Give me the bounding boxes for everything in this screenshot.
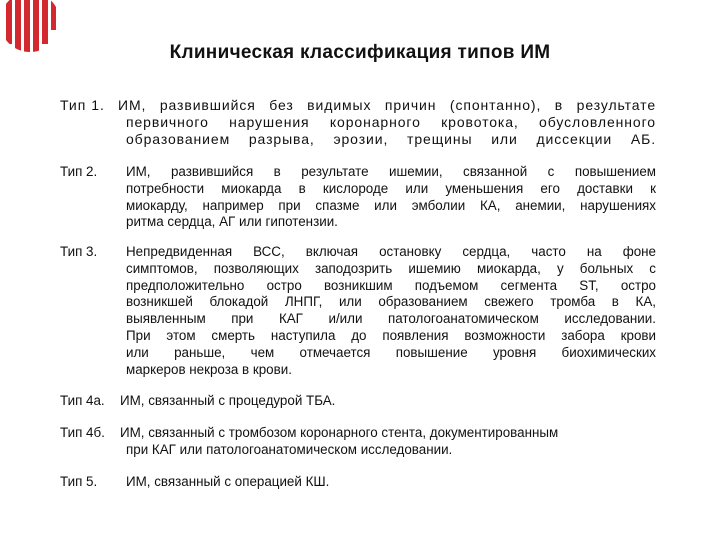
type-3-line: возникшей блокадой ЛНПГ, или образованием свежего тромба в КА, <box>126 294 656 310</box>
type-3-line: предположительно остро возникшим подъемом сегмента ST, остро <box>126 277 656 293</box>
type-1-item <box>60 97 656 147</box>
type-2-label: Тип 2. <box>60 164 98 179</box>
type-3-line: выявленным при КАГ и/или патологоанатомическом исследовании. <box>126 311 656 327</box>
type-3-line: или раньше, чем отмечается повышение уровня биохимических <box>126 344 656 360</box>
type-4b-item <box>60 425 656 459</box>
type-1-line: первичного нарушения коронарного кровотока, обусловленного <box>126 113 656 130</box>
type-3-line: При этом смерть наступила до появления возможности забора крови <box>126 327 656 343</box>
type-4b-line: при КАГ или патологоанатомическом исследовании. <box>126 441 453 457</box>
type-4a-line: ИМ, связанный с процедурой ТБА. <box>120 393 336 408</box>
type-1-label: Тип 1. <box>60 97 105 113</box>
type-5-line: ИМ, связанный с операцией КШ. <box>126 474 330 489</box>
type-2-line: потребности миокарда в кислороде или уменьшения его доставки к <box>126 180 656 196</box>
type-1-line: ИМ, развившийся без видимых причин (спонтанно), в результате <box>118 97 656 113</box>
page-title: Клиническая классификация типов ИМ <box>169 42 551 63</box>
type-2-line: миокарду, например при спазме или эмболии КА, анемии, нарушениях <box>126 197 656 213</box>
type-4a-label: Тип 4а. <box>60 393 105 408</box>
type-3-item <box>60 244 656 378</box>
type-2-line: ритма сердца, АГ или гипотензии. <box>126 214 338 230</box>
type-3-line: Непредвиденная ВСС, включая остановку сердца, часто на фоне <box>126 244 656 259</box>
type-3-label: Тип 3. <box>60 244 98 259</box>
type-4a-item <box>60 393 656 410</box>
type-2-line: ИМ, развившийся в результате ишемии, связанной с повышением <box>126 164 656 179</box>
type-3-line: симптомов, позволяющих заподозрить ишемию миокарда, у больных с <box>126 260 656 276</box>
type-3-line: маркеров некроза в крови. <box>126 361 292 377</box>
type-4b-line: ИМ, связанный с тромбозом коронарного стента, документированным <box>120 425 559 440</box>
type-4b-label: Тип 4б. <box>60 425 105 440</box>
type-1-line: образованием разрыва, эрозии, трещины или диссекции АБ. <box>126 130 656 147</box>
type-5-label: Тип 5. <box>60 474 98 489</box>
type-5-item <box>60 474 656 491</box>
type-2-item <box>60 164 656 231</box>
